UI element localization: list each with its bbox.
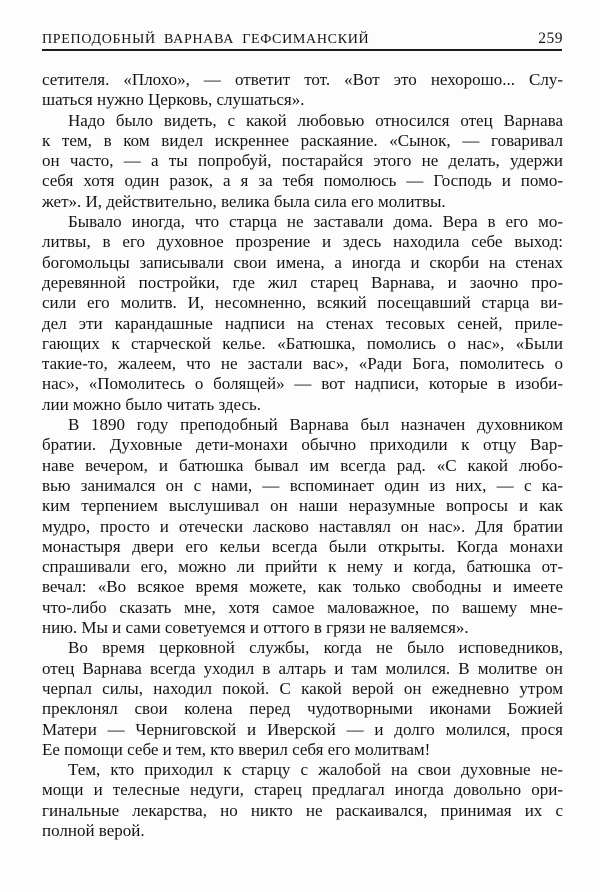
running-header [42, 30, 563, 48]
text-line: черпал силы, находил покой. С какой верой он ежедневно утром [42, 678, 563, 698]
paragraph [42, 638, 563, 760]
text-line: жет». И, действительно, велика была сила его молитвы. [42, 191, 446, 211]
text-line: литвы, в его духовное прозрение и здесь находила себе выход: [42, 232, 563, 252]
text-line: он часто, — а ты попробуй, постарайся этого не делать, удержи [42, 151, 563, 171]
paragraph [42, 212, 563, 415]
text-line: Тем, кто приходил к старцу с жалобой на свои духовные не- [68, 760, 563, 780]
paragraph [42, 415, 563, 638]
text-line: Матери — Черниговской и Иверской — и долго молился, прося [42, 719, 563, 739]
text-line: вечал: «Во всякое время можете, как только свободны и имеете [42, 577, 563, 597]
text-line: Ее помощи себе и тем, кто вверил себя его молитвам! [42, 739, 431, 759]
paragraph [42, 111, 563, 212]
text-line: Во время церковной службы, когда не было исповедников, [68, 638, 563, 658]
text-line: гающих к старческой келье. «Батюшка, помолись о нас», «Были [42, 333, 563, 353]
text-line: наве вечером, и батюшка бывал им всегда рад. «С какой любо- [42, 455, 563, 475]
text-line: сили его молитв. И, несомненно, всякий посещавший старца ви- [42, 293, 563, 313]
text-line: такие-то, жалеем, что не застали вас», «Ради Бога, помолитесь о [42, 354, 563, 374]
text-line: полной верой. [42, 820, 145, 840]
paragraph [42, 70, 563, 111]
text-line: шаться нужно Церковь, слушаться». [42, 90, 305, 110]
text-line: мудро, просто и отечески ласково наставлял он нас». Для братии [42, 516, 563, 536]
text-line: Надо было видеть, с какой любовью относился отец Варнава [68, 110, 563, 130]
text-line: к тем, в ком видел искреннее раскаяние. «Сынок, — говаривал [42, 130, 563, 150]
running-title: ПРЕПОДОБНЫЙ ВАРНАВА ГЕФСИМАНСКИЙ [42, 32, 370, 47]
text-line: отец Варнава всегда уходил в алтарь и там молился. В молитве он [42, 658, 563, 678]
text-line: вью занимался он с нами, — вспоминает один из них, — с ка- [42, 475, 563, 495]
header-rule [42, 49, 562, 51]
text-line: В 1890 году преподобный Варнава был назначен духовником [68, 415, 563, 435]
text-line: Бывало иногда, что старца не заставали дома. Вера в его мо- [68, 212, 563, 232]
text-body [42, 70, 563, 841]
text-line: себя хотя один разок, а я за тебя помолюсь — Господь и помо- [42, 171, 563, 191]
text-line: деревянной постройки, где жил старец Варнава, и заочно про- [42, 272, 563, 292]
text-line: братии. Духовные дети-монахи обычно приходили к отцу Вар- [42, 435, 563, 455]
text-line: нию. Мы и сами советуемся и оттого в грязи не валяемся». [42, 618, 469, 638]
text-line: преклонял свои колена перед чудотворными иконами Божией [42, 699, 563, 719]
text-line: нас», «Помолитесь о болящей» — вот надписи, которые в изоби- [42, 374, 563, 394]
text-line: спрашивали его, можно ли прийти к нему и когда, батюшка от- [42, 557, 563, 577]
paragraph [42, 760, 563, 841]
text-line: что-либо сказать мне, хотя самое маловажное, по вашему мне- [42, 597, 563, 617]
text-line: ким терпением выслушивал он наши неразумные вопросы и как [42, 496, 563, 516]
text-line: мощи и телесные недуги, старец предлагал иногда довольно ори- [42, 780, 563, 800]
text-line: лии можно было читать здесь. [42, 394, 262, 414]
page-number: 259 [538, 30, 563, 47]
text-line: монастыря двери его кельи всегда были открыты. Когда монахи [42, 536, 563, 556]
text-line: гинальные лекарства, но никто не раскаивался, принимая их с [42, 800, 563, 820]
text-line: богомольцы записывали свои имена, а иногда и скорби на стенах [42, 252, 563, 272]
text-line: дел эти карандашные надписи на стенах тесовых сеней, приле- [42, 313, 563, 333]
text-line: сетителя. «Плохо», — ответит тот. «Вот это нехорошо... Слу- [42, 70, 563, 89]
